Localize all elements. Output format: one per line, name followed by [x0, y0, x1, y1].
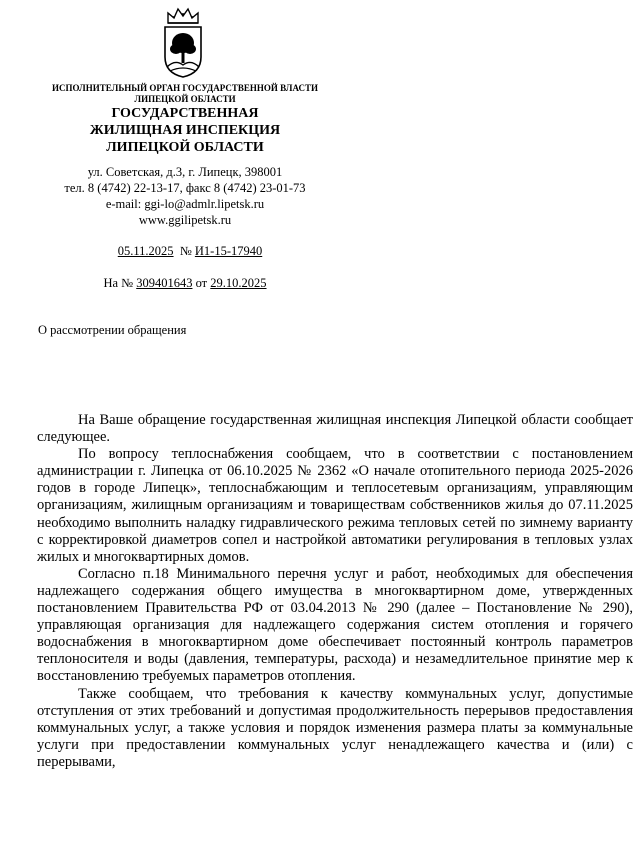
authority-header — [0, 83, 370, 105]
authority-line-2: ЛИПЕЦКОЙ ОБЛАСТИ — [134, 94, 236, 104]
reply-to-line — [0, 276, 370, 291]
reply-number: 309401643 — [136, 276, 193, 290]
email-address: e-mail: ggi-lo@admlr.lipetsk.ru — [105, 197, 265, 211]
phone-fax: тел. 8 (4742) 22-13-17, факс 8 (4742) 23-01-73 — [64, 181, 306, 195]
authority-line-1: ИСПОЛНИТЕЛЬНЫЙ ОРГАН ГОСУДАРСТВЕННОЙ ВЛАСТИ — [51, 83, 319, 93]
contact-block — [0, 164, 370, 228]
reply-date: 29.10.2025 — [210, 276, 267, 290]
body-paragraph: На Ваше обращение государственная жилищная инспекция Липецкой области сообщает следующее. — [37, 412, 633, 446]
body-paragraph: Также сообщаем, что требования к качеству коммунальных услуг, допустимые отступления от этих требований и допустимая продолжительность перерывов предоставления коммунальных услуг, а также условия и порядок изменения размера платы за коммунальные услуги при предоставлении коммунальных услуг ненадлежащего качества и (или) с перерывами, — [37, 685, 633, 770]
website: www.ggilipetsk.ru — [138, 213, 232, 227]
org-name-line-1: ГОСУДАРСТВЕННАЯ — [111, 106, 259, 121]
letter-body — [37, 412, 633, 771]
reply-prefix: На № — [103, 276, 134, 290]
organization-name — [0, 105, 370, 156]
coat-of-arms-emblem — [160, 7, 206, 79]
org-name-line-3: ЛИПЕЦКОЙ ОБЛАСТИ — [106, 140, 264, 155]
body-paragraph: По вопросу теплоснабжения сообщаем, что в соответствии с постановлением администрации г. Липецка от 06.10.2025 № 2362 «О начале отопительного периода 2025-2026 годов в городе Липецк», теплоснабжающим и теплосетевым организациям, управляющим организациям, жилищным организациям и товариществам собственников жилья до 07.11.2025 необходимо выполнить наладку гидравлического режима тепловых сетей по зимнему варианту с корректировкой диаметров сопел и настройкой автоматики регулирования в тепловых узлах жилых и многоквартирных домов. — [37, 446, 633, 565]
number-sign: № — [179, 244, 192, 258]
letter-subject: О рассмотрении обращения — [38, 323, 187, 337]
org-name-line-2: ЖИЛИЩНАЯ ИНСПЕКЦИЯ — [89, 123, 281, 138]
body-paragraph: Согласно п.18 Минимального перечня услуг и работ, необходимых для обеспечения надлежащего содержания общего имущества в многоквартирном доме, утвержденных постановлением Правительства РФ от 03.04.2013 № 290 (далее – Постановление № 290), управляющая организация для надлежащего содержания систем отопления и горячего водоснабжения в многоквартирном доме обеспечивает постоянный контроль параметров теплоносителя и воды (давления, температуры, расхода) и незамедлительное принятие мер к восстановлению требуемых параметров отопления. — [37, 565, 633, 685]
registration-number: И1-15-17940 — [194, 244, 263, 258]
postal-address: ул. Советская, д.3, г. Липецк, 398001 — [87, 165, 283, 179]
reply-word-from: от — [195, 276, 208, 290]
registration-date: 05.11.2025 — [117, 244, 174, 258]
registration-line — [0, 244, 380, 259]
